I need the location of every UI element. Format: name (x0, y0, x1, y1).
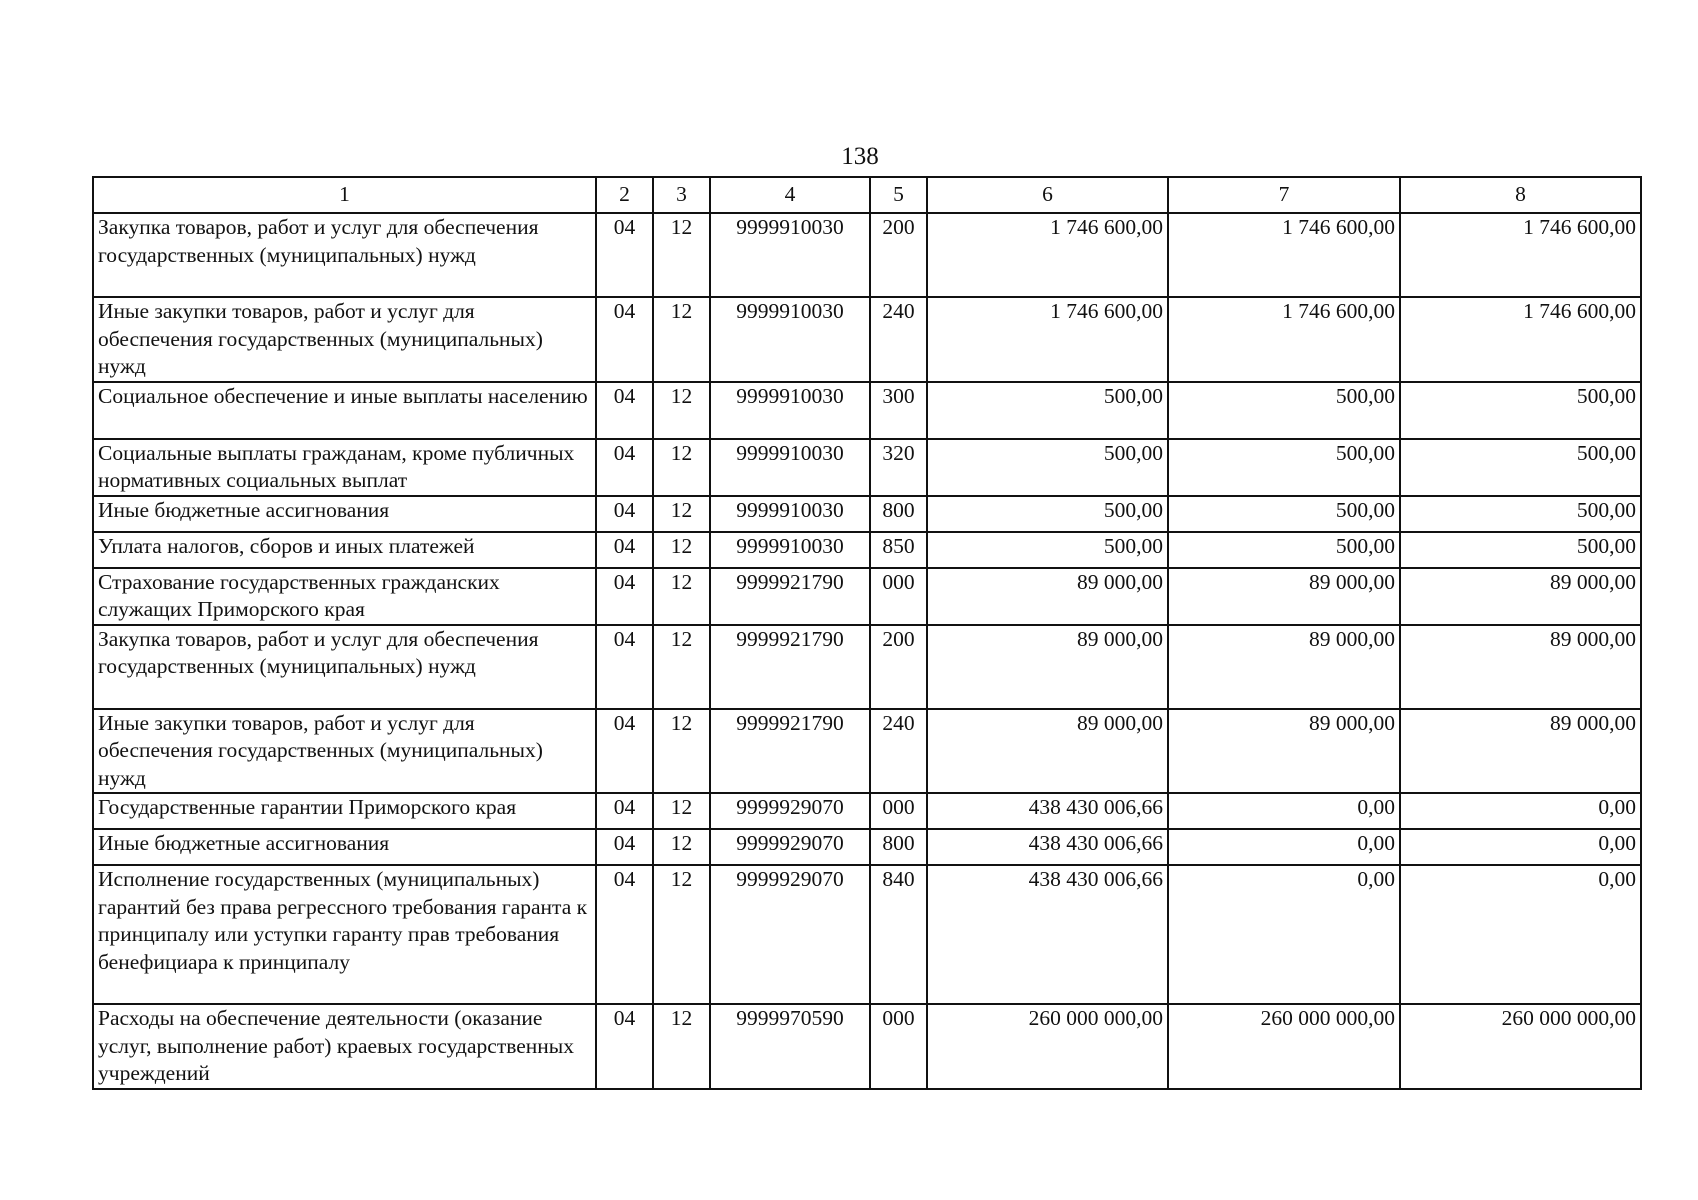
expense-type-code-cell: 200 (870, 625, 927, 709)
amount-col6-cell: 438 430 006,66 (927, 865, 1168, 1004)
expense-type-code-cell: 000 (870, 1004, 927, 1089)
amount-col8-cell: 0,00 (1400, 793, 1641, 829)
table-row (93, 865, 1641, 1004)
amount-col7-cell: 500,00 (1168, 439, 1400, 496)
amount-col8-cell: 1 746 600,00 (1400, 297, 1641, 382)
row-name-cell: Страхование государственных гражданских служащих Приморского края (93, 568, 596, 625)
expense-type-code-cell: 840 (870, 865, 927, 1004)
column-header: 1 (93, 177, 596, 213)
target-item-code-cell: 9999910030 (710, 532, 870, 568)
amount-col6-cell: 89 000,00 (927, 709, 1168, 794)
table-row (93, 793, 1641, 829)
section-code-cell: 04 (596, 297, 653, 382)
budget-table (92, 176, 1642, 1090)
row-name-cell: Социальное обеспечение и иные выплаты населению (93, 382, 596, 439)
target-item-code-cell: 9999970590 (710, 1004, 870, 1089)
amount-col6-cell: 1 746 600,00 (927, 297, 1168, 382)
amount-col7-cell: 89 000,00 (1168, 625, 1400, 709)
expense-type-code-cell: 320 (870, 439, 927, 496)
amount-col8-cell: 0,00 (1400, 829, 1641, 865)
table-row (93, 439, 1641, 496)
amount-col6-cell: 500,00 (927, 439, 1168, 496)
amount-col6-cell: 500,00 (927, 532, 1168, 568)
table-header-row (93, 177, 1641, 213)
expense-type-code-cell: 000 (870, 568, 927, 625)
amount-col8-cell: 500,00 (1400, 382, 1641, 439)
subsection-code-cell: 12 (653, 382, 710, 439)
row-name-cell: Иные бюджетные ассигнования (93, 829, 596, 865)
expense-type-code-cell: 800 (870, 496, 927, 532)
subsection-code-cell: 12 (653, 568, 710, 625)
subsection-code-cell: 12 (653, 496, 710, 532)
row-name-cell: Закупка товаров, работ и услуг для обеспечения государственных (муниципальных) нужд (93, 625, 596, 709)
section-code-cell: 04 (596, 382, 653, 439)
expense-type-code-cell: 240 (870, 709, 927, 794)
row-name-cell: Уплата налогов, сборов и иных платежей (93, 532, 596, 568)
amount-col8-cell: 89 000,00 (1400, 568, 1641, 625)
target-item-code-cell: 9999921790 (710, 568, 870, 625)
subsection-code-cell: 12 (653, 625, 710, 709)
amount-col6-cell: 260 000 000,00 (927, 1004, 1168, 1089)
expense-type-code-cell: 850 (870, 532, 927, 568)
target-item-code-cell: 9999929070 (710, 865, 870, 1004)
row-name-cell: Социальные выплаты гражданам, кроме публичных нормативных социальных выплат (93, 439, 596, 496)
section-code-cell: 04 (596, 213, 653, 297)
section-code-cell: 04 (596, 439, 653, 496)
row-name-cell: Иные бюджетные ассигнования (93, 496, 596, 532)
amount-col8-cell: 500,00 (1400, 496, 1641, 532)
row-name-cell: Расходы на обеспечение деятельности (оказание услуг, выполнение работ) краевых государственных учреждений (93, 1004, 596, 1089)
column-header: 4 (710, 177, 870, 213)
amount-col7-cell: 89 000,00 (1168, 709, 1400, 794)
target-item-code-cell: 9999910030 (710, 297, 870, 382)
column-header: 3 (653, 177, 710, 213)
amount-col8-cell: 500,00 (1400, 439, 1641, 496)
amount-col8-cell: 89 000,00 (1400, 625, 1641, 709)
table-row (93, 568, 1641, 625)
amount-col8-cell: 1 746 600,00 (1400, 213, 1641, 297)
target-item-code-cell: 9999910030 (710, 439, 870, 496)
target-item-code-cell: 9999910030 (710, 213, 870, 297)
target-item-code-cell: 9999910030 (710, 496, 870, 532)
amount-col8-cell: 260 000 000,00 (1400, 1004, 1641, 1089)
expense-type-code-cell: 000 (870, 793, 927, 829)
column-header: 8 (1400, 177, 1641, 213)
table-row (93, 709, 1641, 794)
target-item-code-cell: 9999929070 (710, 829, 870, 865)
amount-col6-cell: 89 000,00 (927, 625, 1168, 709)
subsection-code-cell: 12 (653, 865, 710, 1004)
expense-type-code-cell: 240 (870, 297, 927, 382)
subsection-code-cell: 12 (653, 1004, 710, 1089)
column-header: 7 (1168, 177, 1400, 213)
amount-col8-cell: 89 000,00 (1400, 709, 1641, 794)
subsection-code-cell: 12 (653, 439, 710, 496)
amount-col6-cell: 438 430 006,66 (927, 829, 1168, 865)
table-row (93, 829, 1641, 865)
amount-col7-cell: 260 000 000,00 (1168, 1004, 1400, 1089)
table-row (93, 625, 1641, 709)
amount-col6-cell: 89 000,00 (927, 568, 1168, 625)
amount-col6-cell: 500,00 (927, 496, 1168, 532)
amount-col7-cell: 1 746 600,00 (1168, 213, 1400, 297)
expense-type-code-cell: 300 (870, 382, 927, 439)
table-row (93, 532, 1641, 568)
target-item-code-cell: 9999921790 (710, 625, 870, 709)
amount-col7-cell: 0,00 (1168, 793, 1400, 829)
row-name-cell: Иные закупки товаров, работ и услуг для обеспечения государственных (муниципальных) нужд (93, 709, 596, 794)
subsection-code-cell: 12 (653, 829, 710, 865)
section-code-cell: 04 (596, 496, 653, 532)
subsection-code-cell: 12 (653, 793, 710, 829)
row-name-cell: Исполнение государственных (муниципальных) гарантий без права регрессного требования гаранта к принципалу или уступки гаранту прав требования бенефициара к принципалу (93, 865, 596, 1004)
subsection-code-cell: 12 (653, 297, 710, 382)
row-name-cell: Закупка товаров, работ и услуг для обеспечения государственных (муниципальных) нужд (93, 213, 596, 297)
target-item-code-cell: 9999929070 (710, 793, 870, 829)
table-row (93, 496, 1641, 532)
section-code-cell: 04 (596, 532, 653, 568)
row-name-cell: Государственные гарантии Приморского края (93, 793, 596, 829)
subsection-code-cell: 12 (653, 532, 710, 568)
expense-type-code-cell: 200 (870, 213, 927, 297)
section-code-cell: 04 (596, 625, 653, 709)
amount-col8-cell: 500,00 (1400, 532, 1641, 568)
section-code-cell: 04 (596, 568, 653, 625)
amount-col7-cell: 0,00 (1168, 829, 1400, 865)
column-header: 2 (596, 177, 653, 213)
amount-col7-cell: 500,00 (1168, 382, 1400, 439)
row-name-cell: Иные закупки товаров, работ и услуг для обеспечения государственных (муниципальных) нужд (93, 297, 596, 382)
column-header: 5 (870, 177, 927, 213)
target-item-code-cell: 9999921790 (710, 709, 870, 794)
expense-type-code-cell: 800 (870, 829, 927, 865)
amount-col7-cell: 89 000,00 (1168, 568, 1400, 625)
section-code-cell: 04 (596, 793, 653, 829)
table-row (93, 382, 1641, 439)
amount-col6-cell: 1 746 600,00 (927, 213, 1168, 297)
page-number: 138 (841, 143, 879, 170)
target-item-code-cell: 9999910030 (710, 382, 870, 439)
amount-col7-cell: 500,00 (1168, 532, 1400, 568)
amount-col7-cell: 500,00 (1168, 496, 1400, 532)
table-row (93, 1004, 1641, 1089)
column-header: 6 (927, 177, 1168, 213)
section-code-cell: 04 (596, 829, 653, 865)
subsection-code-cell: 12 (653, 213, 710, 297)
table-row (93, 297, 1641, 382)
amount-col6-cell: 438 430 006,66 (927, 793, 1168, 829)
amount-col8-cell: 0,00 (1400, 865, 1641, 1004)
section-code-cell: 04 (596, 709, 653, 794)
section-code-cell: 04 (596, 1004, 653, 1089)
amount-col7-cell: 0,00 (1168, 865, 1400, 1004)
table-row (93, 213, 1641, 297)
amount-col7-cell: 1 746 600,00 (1168, 297, 1400, 382)
section-code-cell: 04 (596, 865, 653, 1004)
subsection-code-cell: 12 (653, 709, 710, 794)
amount-col6-cell: 500,00 (927, 382, 1168, 439)
